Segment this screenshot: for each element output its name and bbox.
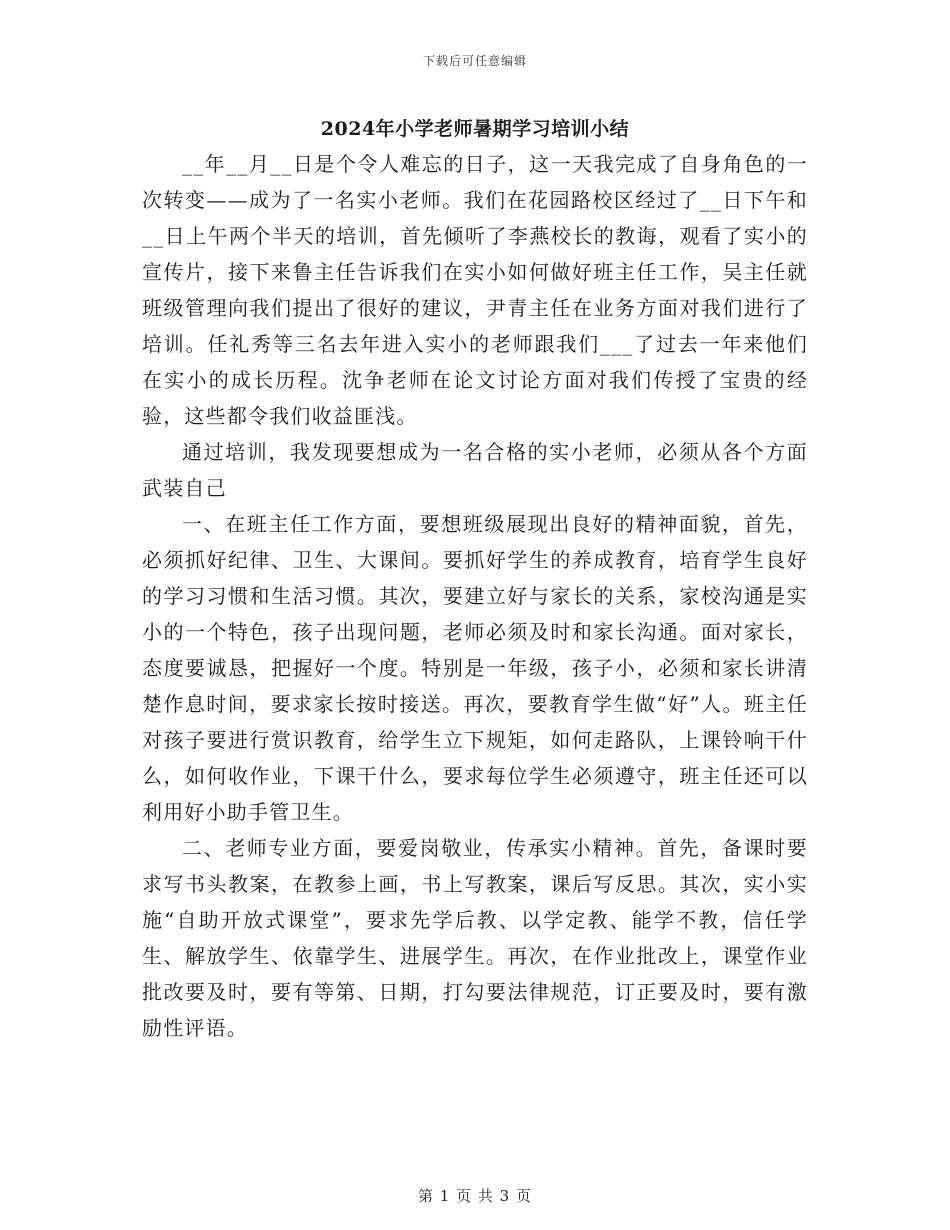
- paragraph-summary: 通过培训，我发现要想成为一名合格的实小老师，必须从各个方面武装自己: [142, 440, 808, 500]
- paragraph-class-teacher: 一、在班主任工作方面，要想班级展现出良好的精神面貌，首先，必须抓好纪律、卫生、大课间。要抓好学生的养成教育，培育学生良好的学习习惯和生活习惯。其次，要建立好与家长的关系，家校沟通是实小的一个特色，孩子出现问题，老师必须及时和家长沟通。面对家长，态度要诚恳，把握好一个度。特别是一年级，孩子小，必须和家长讲清楚作息时间，要求家长按时接送。再次，要教育学生做“好”人。班主任对孩子要进行赏识教育，给学生立下规矩，如何走路队，上课铃响干什么，如何收作业，下课干什么，要求每位学生必须遵守，班主任还可以利用好小助手管卫生。: [142, 512, 808, 824]
- page-number: 第 1 页 共 3 页: [418, 1187, 532, 1205]
- paragraph-intro: __年__月__日是个令人难忘的日子，这一天我完成了自身角色的一次转变——成为了一名实小老师。我们在花园路校区经过了__日下午和__日上午两个半天的培训，首先倾听了李燕校长的教诲，观看了实小的宣传片，接下来鲁主任告诉我们在实小如何做好班主任工作，吴主任就班级管理向我们提出了很好的建议，尹青主任在业务方面对我们进行了培训。任礼秀等三名去年进入实小的老师跟我们___了过去一年来他们在实小的成长历程。沈争老师在论文讨论方面对我们传授了宝贵的经验，这些都令我们收益匪浅。: [142, 152, 808, 428]
- document-body: [142, 146, 808, 1046]
- paragraph-teaching: 二、老师专业方面，要爱岗敬业，传承实小精神。首先，备课时要求写书头教案，在教参上画，书上写教案，课后写反思。其次，实小实施“自助开放式课堂”，要求先学后教、以学定教、能学不教，信任学生、解放学生、依靠学生、进展学生。再次，在作业批改上，课堂作业批改要及时，要有等第、日期，打勾要法律规范，订正要及时，要有激励性评语。: [142, 836, 808, 1040]
- header-note: 下载后可任意编辑: [422, 54, 527, 68]
- document-title: 2024年小学老师暑期学习培训小结: [320, 118, 630, 140]
